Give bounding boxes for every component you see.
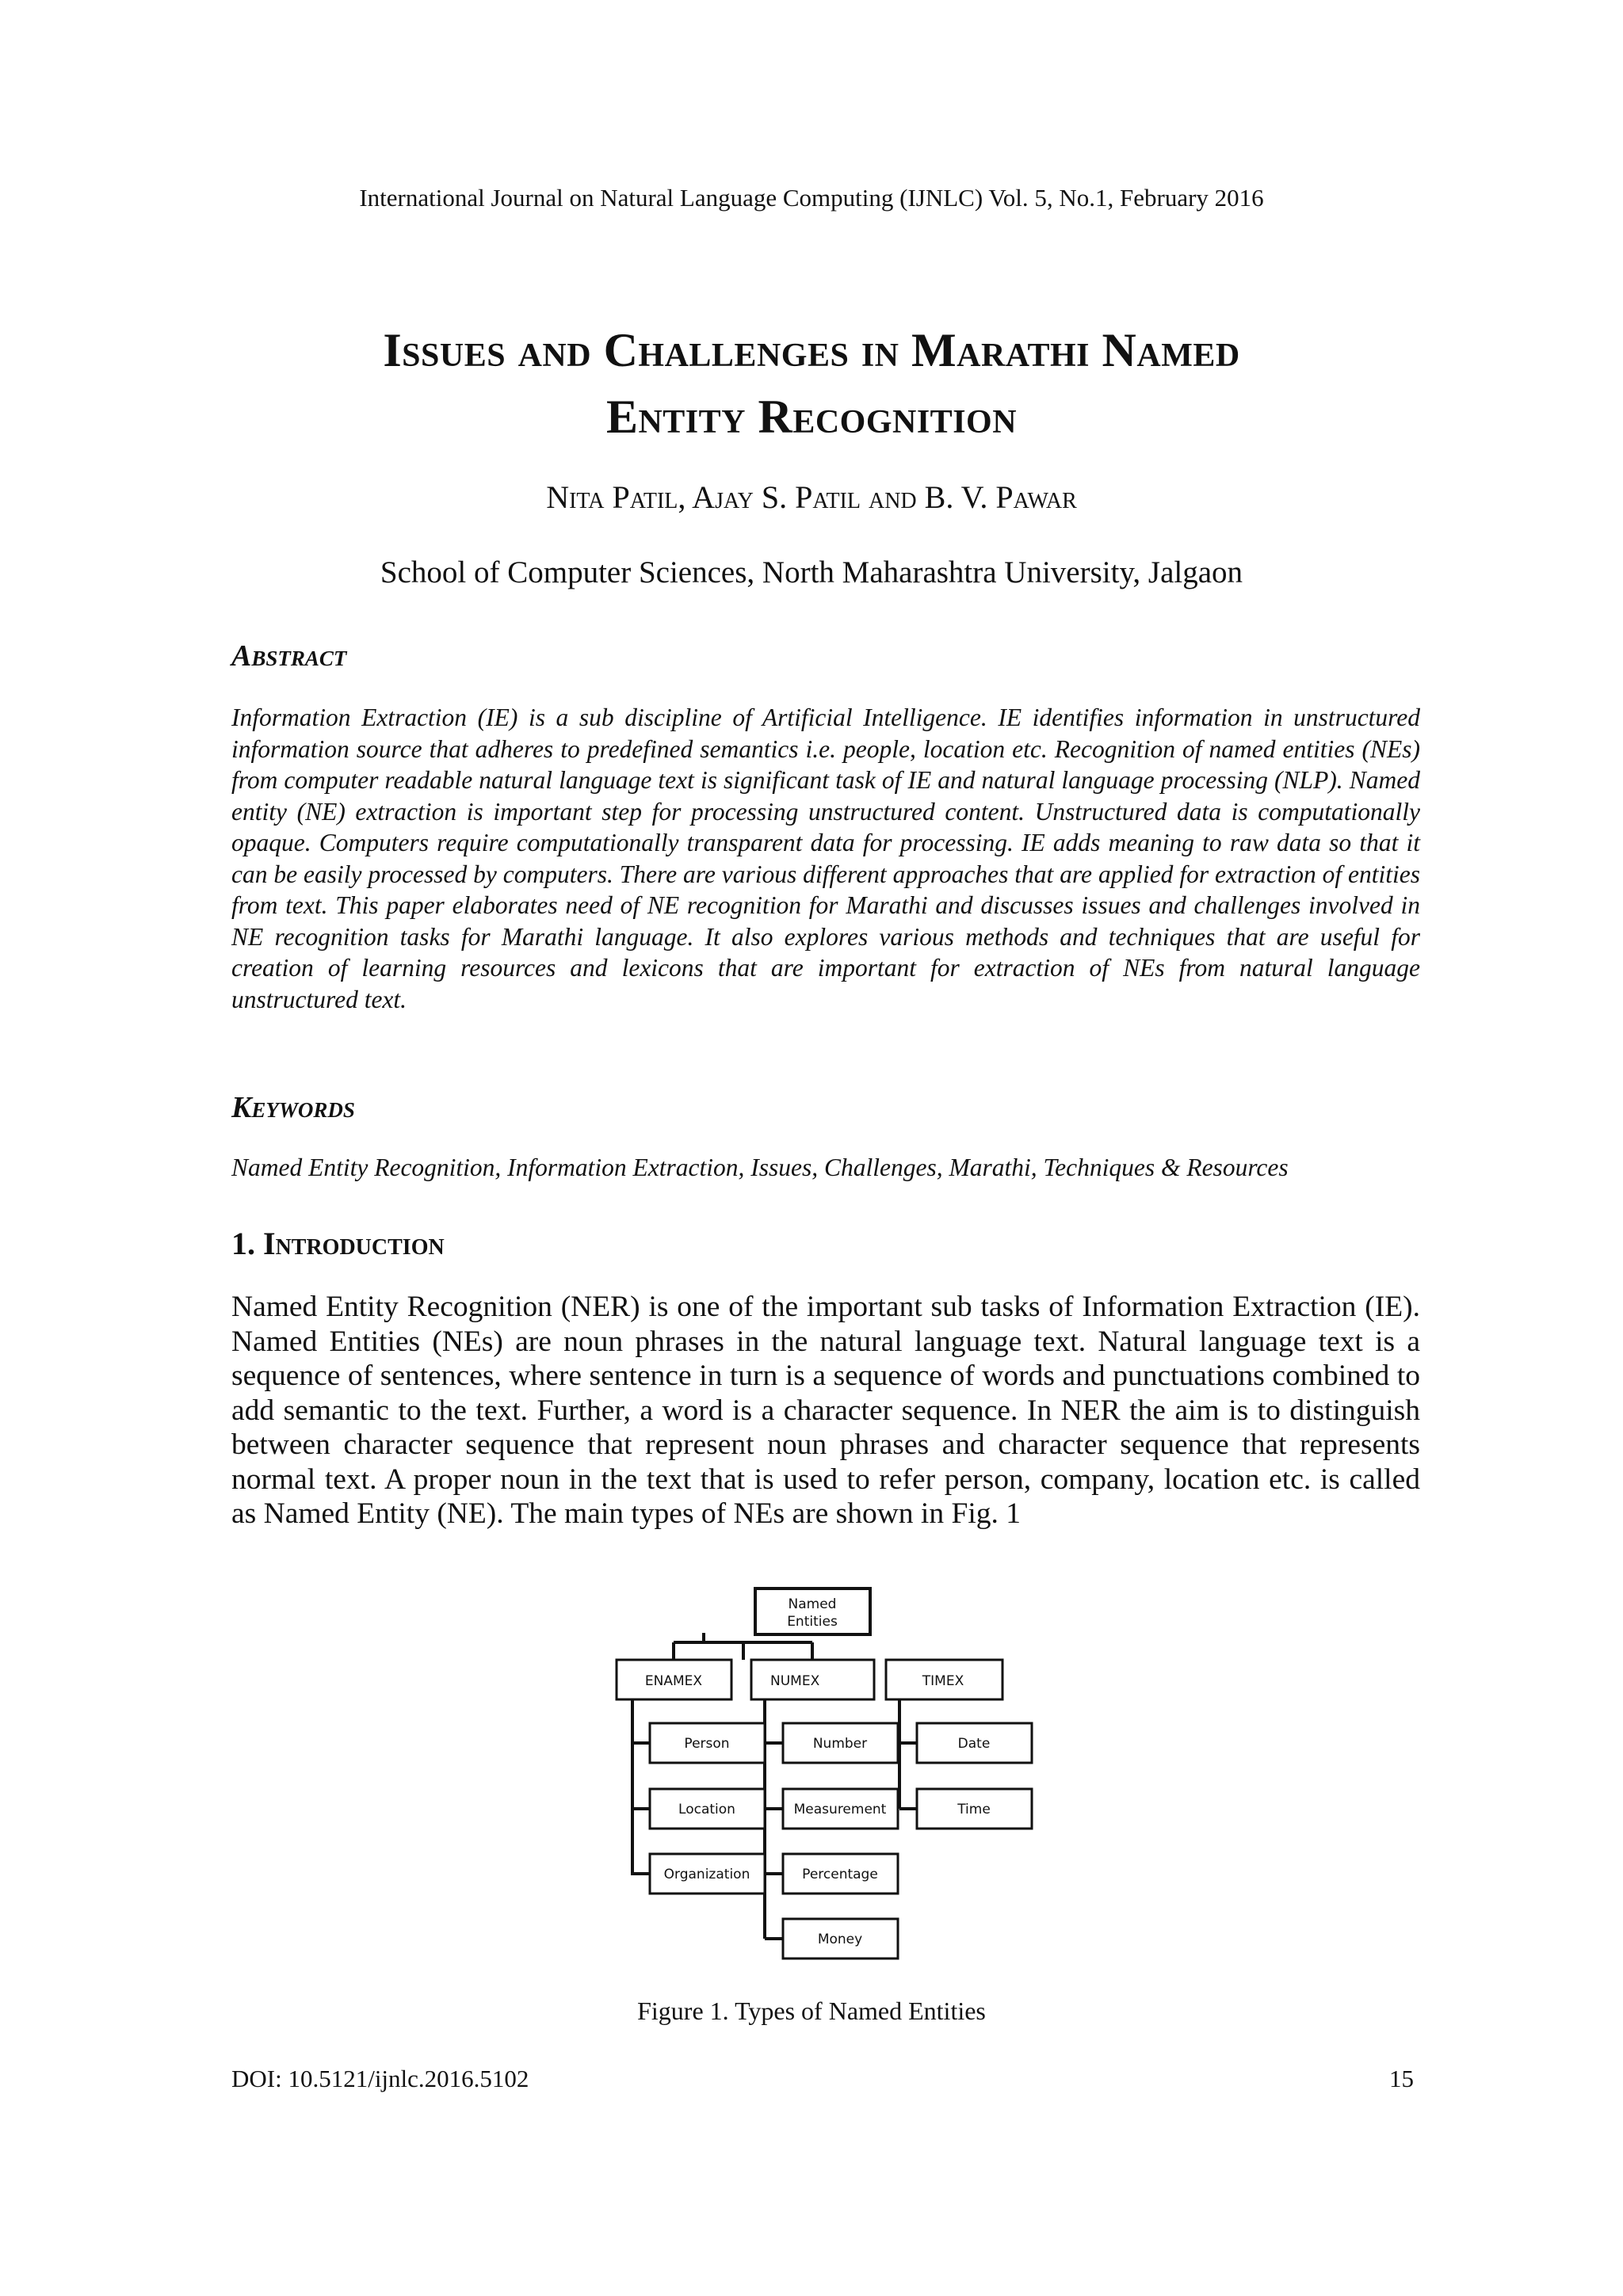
leaf-date (917, 1723, 1032, 1763)
root-label-line-1: Named (788, 1596, 837, 1612)
journal-header: International Journal on Natural Language Computing (IJNLC) Vol. 5, No.1, February 2016 (359, 184, 1264, 212)
introduction-heading: 1. Introduction (231, 1226, 445, 1261)
doi: DOI: 10.5121/ijnlc.2016.5102 (231, 2065, 529, 2092)
keywords-text: Named Entity Recognition, Information Extraction, Issues, Challenges, Marathi, Techniques & Resources (231, 1154, 1289, 1181)
affiliation: School of Computer Sciences, North Maharashtra University, Jalgaon (380, 555, 1243, 589)
leaf-label: Location (678, 1802, 735, 1817)
category-label: ENAMEX (644, 1673, 703, 1689)
title-line-1: Issues and Challenges in Marathi Named (383, 324, 1240, 376)
paper-title (158, 317, 1465, 450)
leaf-label: Percentage (802, 1867, 878, 1882)
leaf-label: Time (957, 1802, 991, 1817)
leaf-location (650, 1789, 765, 1829)
leaf-percentage (783, 1854, 898, 1894)
leaf-label: Organization (663, 1867, 750, 1882)
root-label-line-2: Entities (787, 1614, 838, 1630)
category-numex (751, 1660, 874, 1699)
category-enamex (617, 1660, 731, 1699)
leaf-money (783, 1919, 898, 1958)
leaf-label: Person (684, 1736, 730, 1752)
category-timex (886, 1660, 1002, 1699)
leaf-label: Number (812, 1736, 868, 1752)
introduction-text: Named Entity Recognition (NER) is one of the important sub tasks of Information Extraction (IE). Named Entities (NEs) are noun phrases in the natural language text. Natural language text is a sequence of sentences, where sentence in turn is a sequence of words and punctuations combined to add semantic to the text. Further, a word is a character sequence. In NER the aim is to distinguish between character sequence that represent noun phrases and character sequence that represents normal text. A proper noun in the text that is used to refer person, company, location etc. is called as Named Entity (NE). The main types of NEs are shown in Fig. 1 (231, 1291, 1420, 1530)
leaf-label: Money (817, 1932, 863, 1947)
leaf-label: Date (957, 1736, 991, 1752)
root-node (755, 1589, 870, 1634)
category-label: TIMEX (922, 1673, 964, 1689)
leaf-measurement (783, 1789, 898, 1829)
leaf-organization (650, 1854, 765, 1894)
title-line-2: Entity Recognition (605, 391, 1018, 443)
leaf-time (917, 1789, 1032, 1829)
category-label: NUMEX (770, 1673, 820, 1689)
authors: Nita Patil, Ajay S. Patil and B. V. Pawar (546, 479, 1077, 515)
leaf-person (650, 1723, 765, 1763)
abstract-text: Information Extraction (IE) is a sub discipline of Artificial Intelligence. IE identifies information in unstructured information source that adheres to predefined semantics i.e. people, location etc. Recognition of named entities (NEs) from computer readable natural language text is significant task of IE and natural language processing (NLP). Named entity (NE) extraction is important step for processing unstructured content. Unstructured data is computationally opaque. Computers require computationally transparent data for processing. IE adds meaning to raw data so that it can be easily processed by computers. There are various different approaches that are applied for extraction of entities from text. This paper elaborates need of NE recognition for Marathi and discusses issues and challenges involved in NE recognition tasks for Marathi language. It also explores various methods and techniques that are useful for creation of learning resources and lexicons that are important for extraction of NEs from natural language unstructured text. (231, 704, 1420, 1013)
named-entity-types-diagram (602, 1573, 1046, 1969)
abstract-heading: Abstract (231, 639, 347, 673)
figure-caption: Figure 1. Types of Named Entities (637, 1997, 986, 2025)
keywords-heading: Keywords (231, 1091, 355, 1124)
page-number: 15 (1389, 2065, 1414, 2092)
leaf-label: Measurement (793, 1802, 887, 1817)
leaf-number (783, 1723, 898, 1763)
